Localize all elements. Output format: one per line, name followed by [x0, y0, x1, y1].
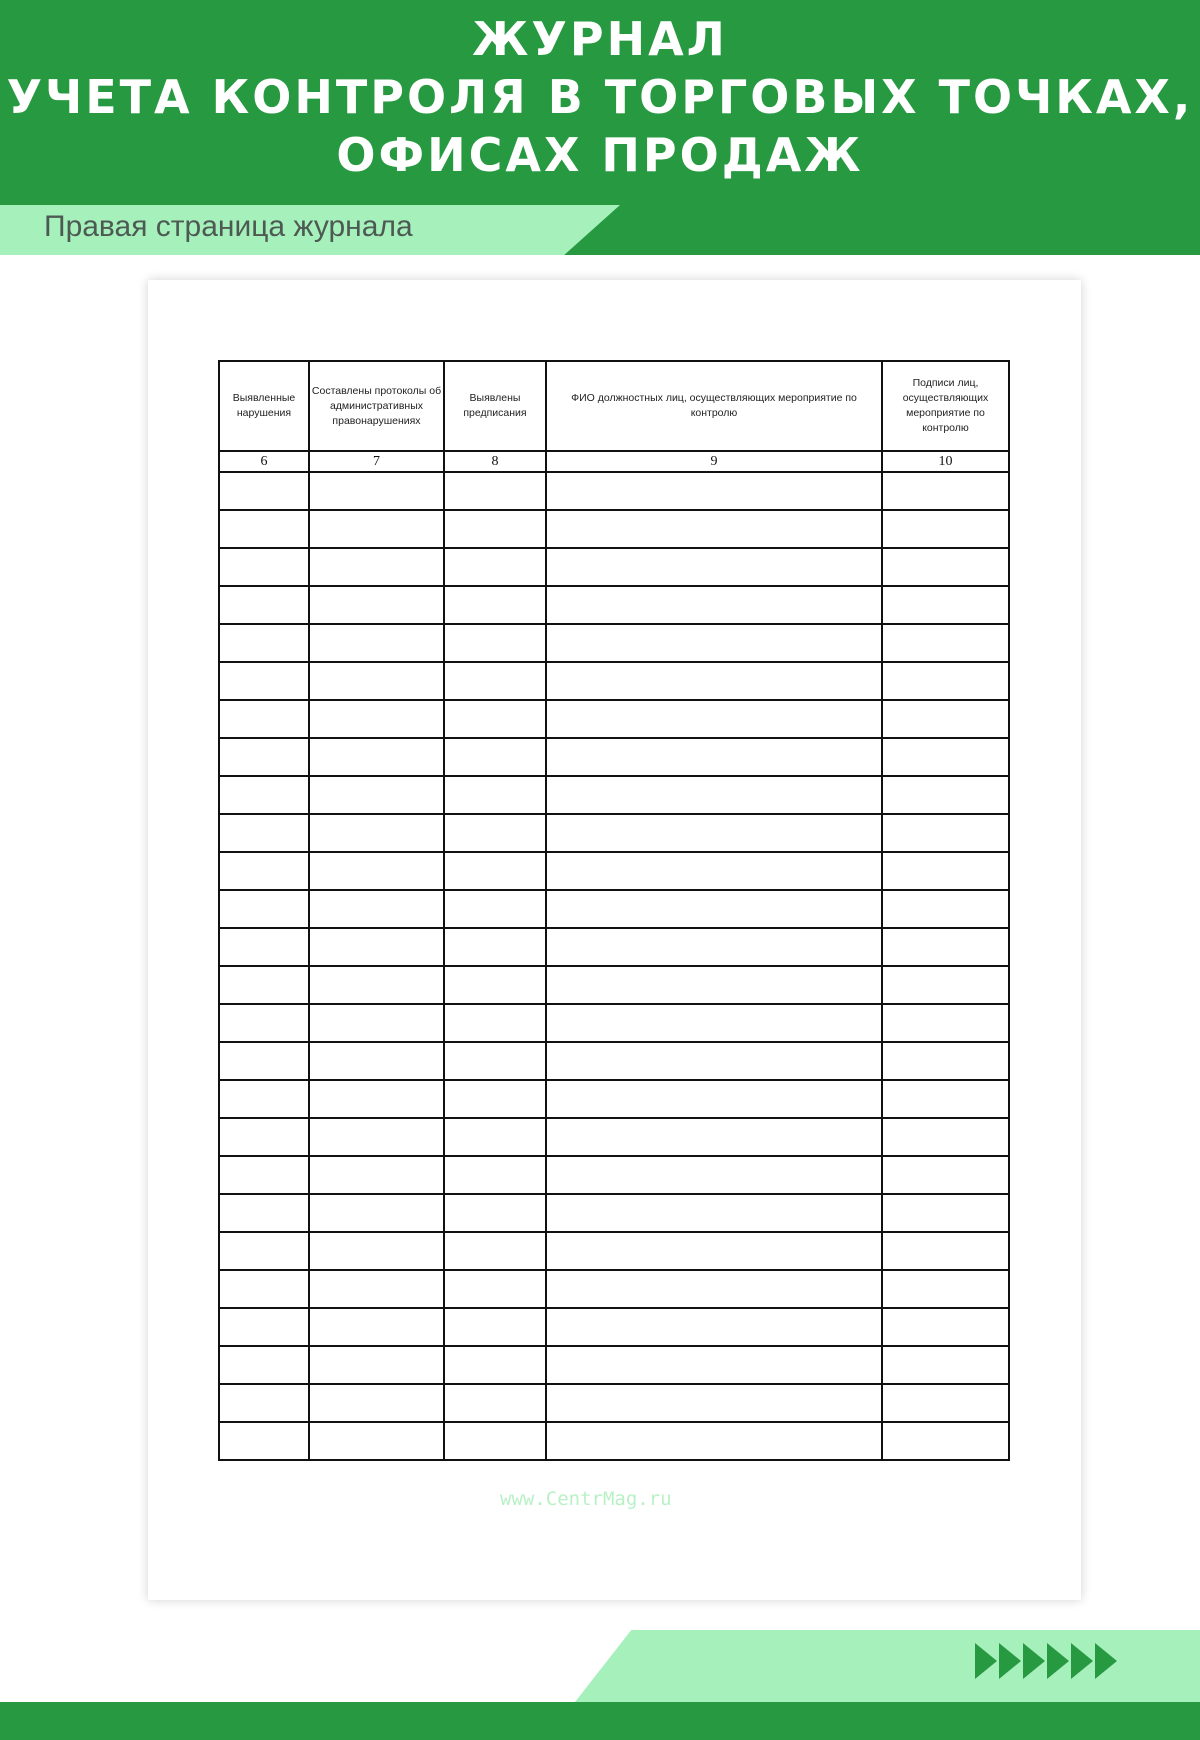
table-cell: [219, 1042, 309, 1080]
table-cell: [444, 738, 546, 776]
table-cell: [546, 1422, 882, 1460]
table-row: [219, 700, 1009, 738]
table-cell: [546, 890, 882, 928]
journal-table: [218, 360, 1010, 1461]
table-cell: [309, 662, 444, 700]
table-cell: [219, 1080, 309, 1118]
column-header-officials: ФИО должностных лиц, осуществляющих мероприятие по контролю: [546, 361, 882, 451]
table-cell: [546, 1118, 882, 1156]
table-cell: [546, 928, 882, 966]
table-cell: [444, 928, 546, 966]
table-row: [219, 852, 1009, 890]
arrow-icon: [1023, 1643, 1045, 1679]
table-cell: [882, 548, 1009, 586]
table-cell: [546, 966, 882, 1004]
table-cell: [309, 890, 444, 928]
table-cell: [546, 548, 882, 586]
table-cell: [546, 472, 882, 510]
table-cell: [309, 966, 444, 1004]
column-header-prescriptions: Выявлены предписания: [444, 361, 546, 451]
table-cell: [219, 1308, 309, 1346]
table-cell: [444, 586, 546, 624]
table-cell: [546, 1270, 882, 1308]
page-title: [0, 10, 1200, 184]
table-cell: [219, 624, 309, 662]
table-row: [219, 1346, 1009, 1384]
table-cell: [309, 548, 444, 586]
table-cell: [546, 814, 882, 852]
table-cell: [546, 1384, 882, 1422]
table-cell: [882, 890, 1009, 928]
table-cell: [309, 1080, 444, 1118]
table-cell: [882, 1346, 1009, 1384]
table-row: [219, 1270, 1009, 1308]
table-cell: [882, 1118, 1009, 1156]
table-cell: [219, 548, 309, 586]
arrow-icon: [975, 1643, 997, 1679]
table-cell: [882, 1156, 1009, 1194]
table-cell: [219, 1118, 309, 1156]
table-cell: [882, 738, 1009, 776]
table-cell: [309, 1004, 444, 1042]
table-cell: [882, 928, 1009, 966]
table-cell: [219, 700, 309, 738]
page-subtitle: Правая страница журнала: [44, 210, 413, 243]
table-cell: [882, 852, 1009, 890]
table-cell: [219, 1422, 309, 1460]
table-cell: [309, 1232, 444, 1270]
table-cell: [546, 700, 882, 738]
table-cell: [444, 1156, 546, 1194]
table-row: [219, 890, 1009, 928]
table-row: [219, 928, 1009, 966]
column-header-protocols: Составлены протоколы об административных правонарушениях: [309, 361, 444, 451]
table-cell: [309, 814, 444, 852]
table-cell: [882, 1004, 1009, 1042]
table-cell: [219, 1194, 309, 1232]
table-cell: [309, 1270, 444, 1308]
table-cell: [219, 814, 309, 852]
table-cell: [882, 1422, 1009, 1460]
header-banner: [0, 0, 1200, 255]
table-cell: [444, 1422, 546, 1460]
table-cell: [309, 586, 444, 624]
title-line-1: ЖУРНАЛ: [472, 12, 728, 66]
table-cell: [309, 1422, 444, 1460]
table-row: [219, 1156, 1009, 1194]
table-cell: [882, 510, 1009, 548]
column-number-row: [219, 451, 1009, 472]
table-cell: [444, 548, 546, 586]
table-cell: [219, 1004, 309, 1042]
table-cell: [309, 472, 444, 510]
table-cell: [444, 1042, 546, 1080]
table-cell: [882, 1194, 1009, 1232]
table-cell: [309, 1384, 444, 1422]
table-cell: [219, 890, 309, 928]
table-cell: [546, 624, 882, 662]
table-cell: [309, 510, 444, 548]
table-cell: [882, 1042, 1009, 1080]
table-cell: [546, 1232, 882, 1270]
arrow-icon: [1047, 1643, 1069, 1679]
title-line-2: УЧЕТА КОНТРОЛЯ В ТОРГОВЫХ ТОЧКАХ,: [6, 70, 1194, 124]
table-cell: [546, 510, 882, 548]
table-row: [219, 1080, 1009, 1118]
table-cell: [546, 1156, 882, 1194]
table-cell: [219, 776, 309, 814]
table-cell: [444, 662, 546, 700]
table-cell: [444, 1004, 546, 1042]
table-cell: [219, 586, 309, 624]
table-cell: [882, 472, 1009, 510]
table-cell: [546, 662, 882, 700]
table-cell: [444, 776, 546, 814]
table-row: [219, 776, 1009, 814]
arrow-icon: [1095, 1643, 1117, 1679]
table-cell: [219, 738, 309, 776]
table-cell: [219, 966, 309, 1004]
table-cell: [546, 1004, 882, 1042]
table-cell: [882, 1384, 1009, 1422]
table-row: [219, 738, 1009, 776]
arrow-icon: [1071, 1643, 1093, 1679]
table-cell: [219, 1346, 309, 1384]
table-cell: [546, 586, 882, 624]
table-cell: [882, 586, 1009, 624]
table-row: [219, 624, 1009, 662]
table-cell: [882, 624, 1009, 662]
table-row: [219, 1004, 1009, 1042]
table-cell: [444, 1270, 546, 1308]
table-cell: [546, 1194, 882, 1232]
table-cell: [309, 1118, 444, 1156]
table-cell: [546, 852, 882, 890]
table-row: [219, 966, 1009, 1004]
arrow-icon: [999, 1643, 1021, 1679]
column-number: 9: [546, 451, 882, 472]
table-cell: [882, 1270, 1009, 1308]
table-cell: [444, 814, 546, 852]
table-cell: [219, 852, 309, 890]
double-chevron-right-icon: [975, 1643, 1117, 1687]
table-cell: [444, 1232, 546, 1270]
table-row: [219, 662, 1009, 700]
table-row: [219, 1308, 1009, 1346]
table-cell: [882, 1080, 1009, 1118]
table-cell: [219, 1232, 309, 1270]
table-cell: [444, 1194, 546, 1232]
table-row: [219, 472, 1009, 510]
table-cell: [309, 776, 444, 814]
table-cell: [219, 1384, 309, 1422]
table-row: [219, 1118, 1009, 1156]
table-cell: [309, 1194, 444, 1232]
column-number: 10: [882, 451, 1009, 472]
table-cell: [309, 624, 444, 662]
table-cell: [882, 662, 1009, 700]
table-row: [219, 586, 1009, 624]
table-cell: [309, 738, 444, 776]
table-cell: [444, 852, 546, 890]
table-cell: [309, 1042, 444, 1080]
table-cell: [546, 1308, 882, 1346]
column-number: 7: [309, 451, 444, 472]
table-row: [219, 1042, 1009, 1080]
table-row: [219, 1232, 1009, 1270]
column-number: 8: [444, 451, 546, 472]
table-row: [219, 1194, 1009, 1232]
table-row: [219, 510, 1009, 548]
table-cell: [309, 1156, 444, 1194]
table-row: [219, 1422, 1009, 1460]
table-cell: [309, 1308, 444, 1346]
table-cell: [309, 928, 444, 966]
table-cell: [219, 1156, 309, 1194]
column-header-signatures: Подписи лиц, осуществляющих мероприятие по контролю: [882, 361, 1009, 451]
title-line-3: ОФИСАХ ПРОДАЖ: [336, 128, 864, 182]
table-cell: [309, 700, 444, 738]
table-cell: [219, 1270, 309, 1308]
table-cell: [444, 472, 546, 510]
table-cell: [882, 966, 1009, 1004]
footer-bar: [0, 1702, 1200, 1740]
table-cell: [882, 700, 1009, 738]
table-cell: [882, 1232, 1009, 1270]
table-cell: [444, 700, 546, 738]
table-cell: [546, 1042, 882, 1080]
table-cell: [444, 966, 546, 1004]
table-cell: [444, 624, 546, 662]
table-cell: [882, 776, 1009, 814]
table-header-row: [219, 361, 1009, 451]
table-cell: [444, 1080, 546, 1118]
table-cell: [882, 814, 1009, 852]
table-cell: [444, 1346, 546, 1384]
table-cell: [219, 662, 309, 700]
table-cell: [219, 472, 309, 510]
table-cell: [546, 1346, 882, 1384]
table-cell: [444, 1308, 546, 1346]
table-cell: [444, 510, 546, 548]
table-cell: [546, 776, 882, 814]
table-row: [219, 548, 1009, 586]
table-cell: [882, 1308, 1009, 1346]
table-cell: [309, 852, 444, 890]
table-cell: [444, 1384, 546, 1422]
table-cell: [444, 890, 546, 928]
column-header-violations: Выявленные нарушения: [219, 361, 309, 451]
watermark: www.CentrMag.ru: [500, 1488, 672, 1510]
table-cell: [444, 1118, 546, 1156]
table-cell: [546, 738, 882, 776]
column-number: 6: [219, 451, 309, 472]
table-cell: [219, 928, 309, 966]
table-row: [219, 1384, 1009, 1422]
table-cell: [546, 1080, 882, 1118]
table-cell: [309, 1346, 444, 1384]
table-cell: [219, 510, 309, 548]
table-row: [219, 814, 1009, 852]
